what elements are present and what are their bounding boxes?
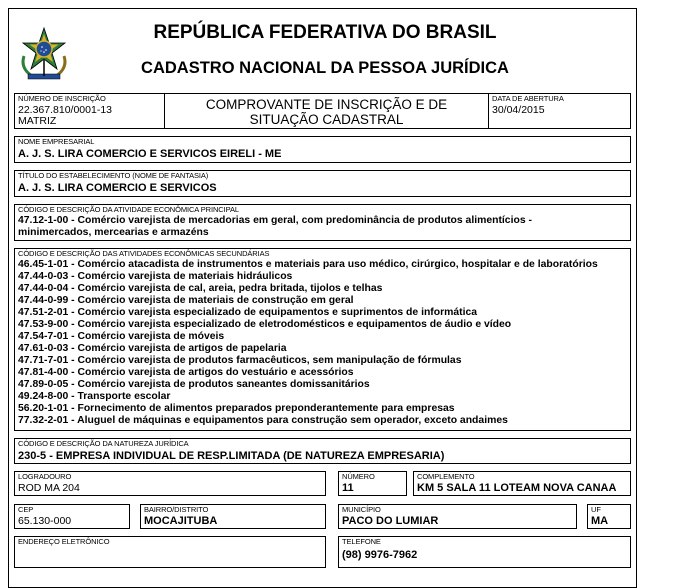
atividade-secundaria-line: 47.61-0-03 - Comércio varejista de artigos de papelaria	[18, 343, 287, 354]
abertura-label: DATA DE ABERTURA	[492, 94, 564, 103]
numero-label: NÚMERO	[342, 472, 375, 481]
atividade-secundaria-line: 47.53-9-00 - Comércio varejista especializado de eletrodomésticos e equipamentos de áudio e vídeo	[18, 319, 512, 330]
atividade-secundaria-line: 49.24-8-00 - Transporte escolar	[18, 391, 171, 402]
logradouro-label: LOGRADOURO	[18, 472, 72, 481]
nome-empresarial-field	[14, 136, 631, 163]
nome-fantasia-label: TÍTULO DO ESTABELECIMENTO (NOME DE FANTASIA)	[18, 171, 209, 180]
numero-value: 11	[342, 482, 354, 494]
atividade-secundaria-line: 47.44-0-03 - Comércio varejista de materiais hidráulicos	[18, 271, 293, 282]
atividade-secundaria-line: 47.81-4-00 - Comércio varejista de artigos do vestuário e acessórios	[18, 367, 354, 378]
complemento-label: COMPLEMENTO	[417, 472, 475, 481]
logradouro-field	[14, 471, 326, 496]
bairro-field	[140, 504, 326, 529]
telefone-label: TELEFONE	[342, 537, 381, 546]
atividade-secundaria-line: 47.54-7-01 - Comércio varejista de móveis	[18, 331, 225, 342]
inscricao-field	[14, 93, 165, 129]
atividade-secundaria-line: 47.51-2-01 - Comércio varejista especializado de equipamentos e suprimentos de informática	[18, 307, 478, 318]
abertura-field	[488, 93, 631, 129]
atividade-secundaria-line: 47.89-0-05 - Comércio varejista de produtos saneantes domissanitários	[18, 379, 370, 390]
cep-label: CEP	[18, 505, 34, 514]
telefone-field	[338, 536, 631, 568]
inscricao-number: 22.367.810/0001-13	[18, 104, 113, 116]
document-subtitle: CADASTRO NACIONAL DA PESSOA JURÍDICA	[141, 59, 509, 77]
atividade-secundaria-line: 47.44-0-04 - Comércio varejista de cal, areia, pedra britada, tijolos e telhas	[18, 283, 383, 294]
atividade-secundaria-line: 47.71-7-01 - Comércio varejista de produtos farmacêuticos, sem manipulação de fórmulas	[18, 355, 462, 366]
uf-value: MA	[591, 515, 609, 527]
natureza-juridica-value: 230-5 - EMPRESA INDIVIDUAL DE RESP.LIMITADA (DE NATUREZA EMPRESARIA)	[18, 450, 445, 462]
nome-fantasia-field	[14, 170, 631, 197]
bairro-value: MOCAJITUBA	[144, 515, 218, 527]
atividade-principal-line: 47.12-1-00 - Comércio varejista de mercadorias em geral, com predominância de produtos alimentícios -	[18, 215, 532, 226]
email-field	[14, 536, 326, 568]
nome-fantasia-value: A. J. S. LIRA COMERCIO E SERVICOS	[18, 182, 217, 194]
comprovante-heading	[164, 93, 489, 129]
telefone-value: (98) 9976-7962	[342, 549, 418, 561]
inscricao-type: MATRIZ	[18, 115, 57, 127]
email-label: ENDEREÇO ELETRÔNICO	[18, 537, 110, 546]
coat-of-arms-emblem	[18, 26, 70, 82]
municipio-label: MUNICÍPIO	[342, 505, 381, 514]
complemento-field	[413, 471, 631, 496]
municipio-value: PACO DO LUMIAR	[342, 515, 439, 527]
atividade-secundaria-line: 56.20-1-01 - Fornecimento de alimentos preparados preponderantemente para empresas	[18, 403, 455, 414]
logradouro-value: ROD MA 204	[18, 482, 80, 494]
atividade-secundaria-line: 77.32-2-01 - Aluguel de máquinas e equipamentos para construção sem operador, exceto andaimes	[18, 415, 508, 426]
atividades-secundarias-list	[18, 259, 598, 427]
natureza-juridica-label: CÓDIGO E DESCRIÇÃO DA NATUREZA JURÍDICA	[18, 439, 189, 448]
uf-field	[587, 504, 631, 529]
atividade-principal-field	[14, 204, 631, 241]
cep-field	[14, 504, 130, 529]
numero-field	[338, 471, 407, 496]
cep-value: 65.130-000	[18, 515, 72, 527]
complemento-value: KM 5 SALA 11 LOTEAM NOVA CANAA	[417, 482, 617, 494]
inscricao-label: NÚMERO DE INSCRIÇÃO	[18, 94, 106, 103]
nome-empresarial-label: NOME EMPRESARIAL	[18, 137, 95, 146]
atividades-secundarias-field	[14, 248, 631, 431]
atividade-secundaria-line: 47.44-0-99 - Comércio varejista de materiais de construção em geral	[18, 295, 354, 306]
atividades-secundarias-label: CÓDIGO E DESCRIÇÃO DAS ATIVIDADES ECONÔMICAS SECUNDÁRIAS	[18, 249, 270, 258]
atividade-principal-label: CÓDIGO E DESCRIÇÃO DA ATIVIDADE ECONÔMICA PRINCIPAL	[18, 205, 239, 214]
nome-empresarial-value: A. J. S. LIRA COMERCIO E SERVICOS EIRELI - ME	[18, 148, 282, 160]
comprovante-line-2: SITUAÇÃO CADASTRAL	[249, 112, 404, 127]
bairro-label: BAIRRO/DISTRITO	[144, 505, 209, 514]
natureza-juridica-field	[14, 438, 631, 464]
atividade-principal-line: minimercados, mercearias e armazéns	[18, 227, 209, 238]
uf-label: UF	[591, 505, 601, 514]
comprovante-line-1: COMPROVANTE DE INSCRIÇÃO E DE	[205, 97, 448, 112]
document-title: REPÚBLICA FEDERATIVA DO BRASIL	[153, 22, 497, 43]
atividade-secundaria-line: 46.45-1-01 - Comércio atacadista de instrumentos e materiais para uso médico, cirúrgico, hospitalar e de laboratórios	[18, 259, 598, 270]
abertura-value: 30/04/2015	[492, 104, 545, 116]
municipio-field	[338, 504, 577, 529]
